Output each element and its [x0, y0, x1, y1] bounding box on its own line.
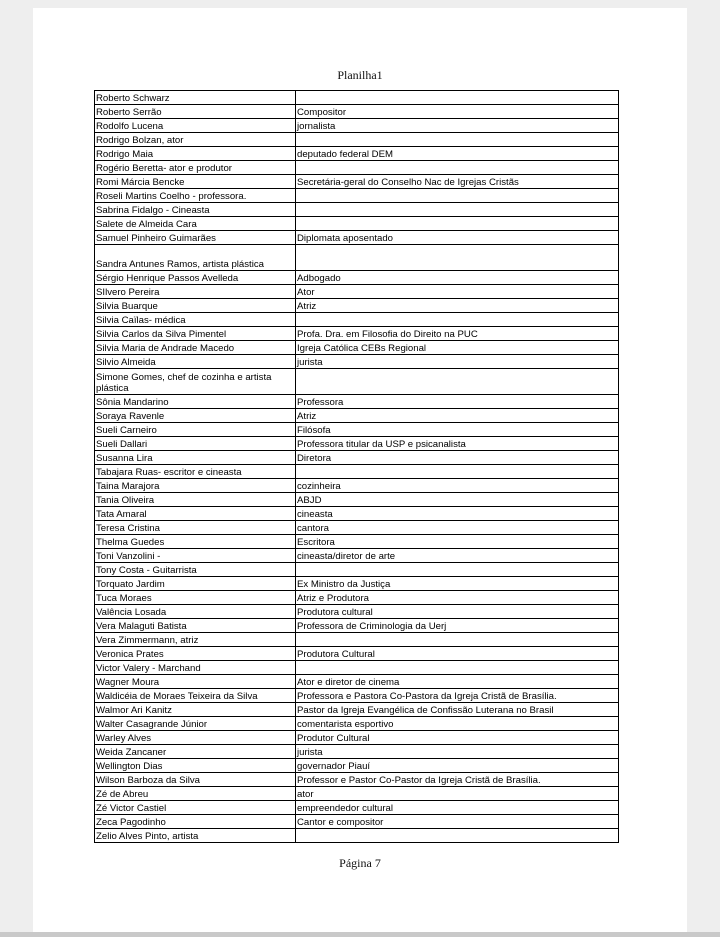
- description-cell: Atriz: [296, 299, 619, 313]
- table-row: [95, 271, 619, 285]
- table-row: [95, 535, 619, 549]
- table-row: [95, 745, 619, 759]
- table-row: [95, 479, 619, 493]
- name-cell: Toni Vanzolini -: [95, 549, 296, 563]
- description-cell: [296, 189, 619, 203]
- description-cell: jurista: [296, 745, 619, 759]
- table-row: [95, 787, 619, 801]
- name-cell: Tony Costa - Guitarrista: [95, 563, 296, 577]
- description-cell: cantora: [296, 521, 619, 535]
- description-cell: Produtora Cultural: [296, 647, 619, 661]
- name-cell: Warley Alves: [95, 731, 296, 745]
- name-cell: Samuel Pinheiro Guimarães: [95, 231, 296, 245]
- name-cell: Veronica Prates: [95, 647, 296, 661]
- name-cell: Sueli Dallari: [95, 437, 296, 451]
- table-row: [95, 105, 619, 119]
- table-row: [95, 175, 619, 189]
- table-row: [95, 493, 619, 507]
- description-cell: [296, 661, 619, 675]
- name-cell: Rodrigo Bolzan, ator: [95, 133, 296, 147]
- description-cell: Professora titular da USP e psicanalista: [296, 437, 619, 451]
- description-cell: [296, 133, 619, 147]
- table-row: [95, 285, 619, 299]
- name-cell: Vera Zimmermann, atriz: [95, 633, 296, 647]
- name-cell: Tuca Moraes: [95, 591, 296, 605]
- description-cell: Ex Ministro da Justiça: [296, 577, 619, 591]
- description-cell: Professora e Pastora Co-Pastora da Igreja Cristã de Brasília.: [296, 689, 619, 703]
- description-cell: [296, 633, 619, 647]
- name-cell: Torquato Jardim: [95, 577, 296, 591]
- name-cell: Romi Márcia Bencke: [95, 175, 296, 189]
- name-cell: Roberto Schwarz: [95, 91, 296, 105]
- document-page: [33, 8, 687, 932]
- name-cell: Vera Malaguti Batista: [95, 619, 296, 633]
- name-cell: Salete de Almeida Cara: [95, 217, 296, 231]
- description-cell: Atriz e Produtora: [296, 591, 619, 605]
- table-row: [95, 591, 619, 605]
- name-cell: Thelma Guedes: [95, 535, 296, 549]
- description-cell: Diretora: [296, 451, 619, 465]
- description-cell: [296, 91, 619, 105]
- name-cell: Roseli Martins Coelho - professora.: [95, 189, 296, 203]
- description-cell: Filósofa: [296, 423, 619, 437]
- description-cell: [296, 217, 619, 231]
- table-row: [95, 231, 619, 245]
- name-cell: Rodolfo Lucena: [95, 119, 296, 133]
- table-row: [95, 437, 619, 451]
- name-cell: Soraya Ravenle: [95, 409, 296, 423]
- table-row: [95, 189, 619, 203]
- description-cell: cineasta: [296, 507, 619, 521]
- description-cell: [296, 203, 619, 217]
- description-cell: jornalista: [296, 119, 619, 133]
- table-row: [95, 451, 619, 465]
- name-cell: Sônia Mandarino: [95, 395, 296, 409]
- page-number: Página 7: [339, 856, 381, 870]
- table-row: [95, 133, 619, 147]
- name-cell: Zé de Abreu: [95, 787, 296, 801]
- description-cell: Professora de Criminologia da Uerj: [296, 619, 619, 633]
- description-cell: Profa. Dra. em Filosofia do Direito na PUC: [296, 327, 619, 341]
- description-cell: Escritora: [296, 535, 619, 549]
- name-cell: Valência Losada: [95, 605, 296, 619]
- table-row: [95, 369, 619, 395]
- description-cell: [296, 563, 619, 577]
- name-cell: Victor Valery - Marchand: [95, 661, 296, 675]
- name-cell: SIlvero Pereira: [95, 285, 296, 299]
- name-cell: Wilson Barboza da Silva: [95, 773, 296, 787]
- description-cell: [296, 313, 619, 327]
- table-row: [95, 245, 619, 271]
- name-cell: Silvia Maria de Andrade Macedo: [95, 341, 296, 355]
- name-cell: Silvia Buarque: [95, 299, 296, 313]
- description-cell: [296, 245, 619, 271]
- table-row: [95, 119, 619, 133]
- description-cell: Produtora cultural: [296, 605, 619, 619]
- table-row: [95, 409, 619, 423]
- table-row: [95, 605, 619, 619]
- description-cell: Secretária-geral do Conselho Nac de Igrejas Cristãs: [296, 175, 619, 189]
- name-cell: Wagner Moura: [95, 675, 296, 689]
- name-cell: Silvio Almeida: [95, 355, 296, 369]
- description-cell: [296, 829, 619, 843]
- table-row: [95, 563, 619, 577]
- names-table: [94, 90, 619, 843]
- table-row: [95, 717, 619, 731]
- table-row: [95, 703, 619, 717]
- name-cell: Taina Marajora: [95, 479, 296, 493]
- table-row: [95, 759, 619, 773]
- description-cell: [296, 369, 619, 395]
- table-row: [95, 549, 619, 563]
- description-cell: [296, 161, 619, 175]
- name-cell: Teresa Cristina: [95, 521, 296, 535]
- names-table-body: [95, 91, 619, 843]
- table-row: [95, 577, 619, 591]
- table-row: [95, 313, 619, 327]
- description-cell: Produtor Cultural: [296, 731, 619, 745]
- description-cell: Adbogado: [296, 271, 619, 285]
- table-row: [95, 465, 619, 479]
- name-cell: Tata Amaral: [95, 507, 296, 521]
- description-cell: deputado federal DEM: [296, 147, 619, 161]
- name-cell: Tabajara Ruas- escritor e cineasta: [95, 465, 296, 479]
- table-row: [95, 829, 619, 843]
- description-cell: ABJD: [296, 493, 619, 507]
- table-row: [95, 507, 619, 521]
- description-cell: cozinheira: [296, 479, 619, 493]
- name-cell: Walmor Ari Kanitz: [95, 703, 296, 717]
- description-cell: governador Piauí: [296, 759, 619, 773]
- table-row: [95, 661, 619, 675]
- name-cell: Zeca Pagodinho: [95, 815, 296, 829]
- name-cell: Weida Zancaner: [95, 745, 296, 759]
- table-row: [95, 521, 619, 535]
- description-cell: Cantor e compositor: [296, 815, 619, 829]
- name-cell: Sandra Antunes Ramos, artista plástica: [95, 245, 296, 271]
- table-row: [95, 299, 619, 313]
- table-row: [95, 633, 619, 647]
- table-row: [95, 675, 619, 689]
- table-row: [95, 341, 619, 355]
- table-row: [95, 161, 619, 175]
- description-cell: jurista: [296, 355, 619, 369]
- table-row: [95, 801, 619, 815]
- table-row: [95, 217, 619, 231]
- table-row: [95, 355, 619, 369]
- description-cell: Igreja Católica CEBs Regional: [296, 341, 619, 355]
- name-cell: Roberto Serrão: [95, 105, 296, 119]
- name-cell: Sueli Carneiro: [95, 423, 296, 437]
- description-cell: cineasta/diretor de arte: [296, 549, 619, 563]
- table-row: [95, 147, 619, 161]
- sheet-title: Planilha1: [337, 68, 383, 82]
- name-cell: Rodrigo Maia: [95, 147, 296, 161]
- name-cell: Silvia Carlos da Silva Pimentel: [95, 327, 296, 341]
- description-cell: empreendedor cultural: [296, 801, 619, 815]
- name-cell: Wellington Dias: [95, 759, 296, 773]
- table-row: [95, 395, 619, 409]
- description-cell: Diplomata aposentado: [296, 231, 619, 245]
- table-row: [95, 731, 619, 745]
- table-row: [95, 689, 619, 703]
- table-row: [95, 619, 619, 633]
- name-cell: Waldicéia de Moraes Teixeira da Silva: [95, 689, 296, 703]
- description-cell: [296, 465, 619, 479]
- name-cell: Simone Gomes, chef de cozinha e artista plástica: [95, 369, 296, 395]
- description-cell: Compositor: [296, 105, 619, 119]
- viewer-bottom-edge: [0, 932, 720, 937]
- name-cell: Walter Casagrande Júnior: [95, 717, 296, 731]
- name-cell: Susanna Lira: [95, 451, 296, 465]
- description-cell: Ator: [296, 285, 619, 299]
- description-cell: Pastor da Igreja Evangélica de Confissão Luterana no Brasil: [296, 703, 619, 717]
- description-cell: Atriz: [296, 409, 619, 423]
- name-cell: Silvia Caïlas- médica: [95, 313, 296, 327]
- description-cell: Ator e diretor de cinema: [296, 675, 619, 689]
- table-row: [95, 327, 619, 341]
- description-cell: Professora: [296, 395, 619, 409]
- name-cell: Rogério Beretta- ator e produtor: [95, 161, 296, 175]
- description-cell: Professor e Pastor Co-Pastor da Igreja Cristã de Brasília.: [296, 773, 619, 787]
- table-row: [95, 203, 619, 217]
- name-cell: Sabrina Fidalgo - Cineasta: [95, 203, 296, 217]
- name-cell: Tania Oliveira: [95, 493, 296, 507]
- table-row: [95, 773, 619, 787]
- name-cell: Zé Victor Castiel: [95, 801, 296, 815]
- description-cell: ator: [296, 787, 619, 801]
- table-row: [95, 815, 619, 829]
- description-cell: comentarista esportivo: [296, 717, 619, 731]
- table-row: [95, 647, 619, 661]
- table-row: [95, 91, 619, 105]
- name-cell: Sérgio Henrique Passos Avelleda: [95, 271, 296, 285]
- table-row: [95, 423, 619, 437]
- name-cell: Zelio Alves Pinto, artista: [95, 829, 296, 843]
